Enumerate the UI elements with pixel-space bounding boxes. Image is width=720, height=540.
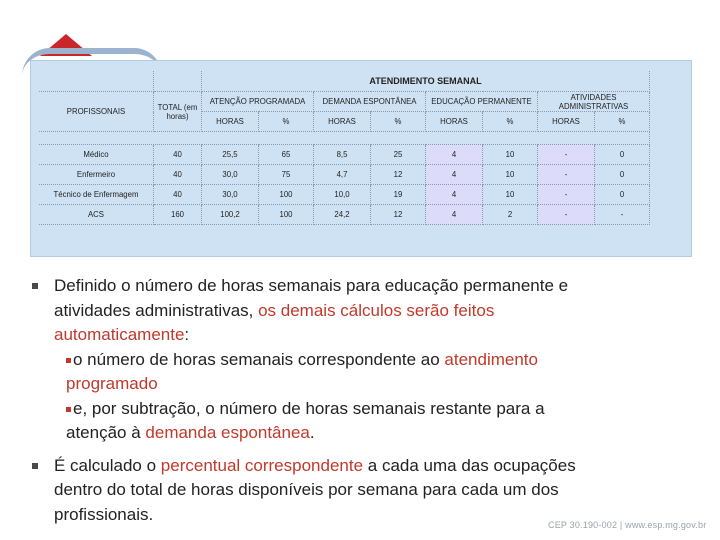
header-demanda: DEMANDA ESPONTÂNEA	[314, 92, 426, 112]
cell: 40	[154, 185, 202, 205]
cell: 4	[426, 145, 483, 165]
bullet-text: dentro do total de horas disponíveis por semana para cada um dos	[54, 480, 559, 499]
cell: 8,5	[314, 145, 371, 165]
cell: 25,5	[202, 145, 259, 165]
cell: 30,0	[202, 165, 259, 185]
bullet-text: atenção à	[66, 423, 146, 442]
highlight-text: demanda espontânea	[145, 423, 310, 442]
cell: 75	[259, 165, 314, 185]
subheader: HORAS	[426, 112, 483, 132]
cell: 10,0	[314, 185, 371, 205]
subheader: HORAS	[314, 112, 371, 132]
header-atividades: ATIVIDADES ADMINISTRATIVAS	[538, 92, 650, 112]
cell: 12	[371, 165, 426, 185]
sub-bullet-item	[54, 348, 692, 397]
bullet-text: a cada uma das ocupações	[363, 455, 576, 475]
cell: 4,7	[314, 165, 371, 185]
cell: 19	[371, 185, 426, 205]
weekly-attendance-table	[39, 71, 650, 225]
bullet-text: .	[309, 423, 315, 442]
subheader: %	[371, 112, 426, 132]
bullet-item	[32, 274, 692, 446]
bullet-text: Definido o número de horas semanais para educação permanente e	[54, 276, 569, 295]
bullet-text: profissionais.	[54, 504, 154, 524]
cell: 40	[154, 145, 202, 165]
cell: 10	[483, 165, 538, 185]
highlight-text: percentual correspondente	[160, 455, 364, 475]
header-educacao: EDUCAÇÃO PERMANENTE	[426, 92, 538, 112]
cell: Médico	[39, 145, 154, 165]
bullet-text: e, por subtração, o número de horas semanais restante para a	[73, 398, 545, 418]
footer-watermark: CEP 30.190-002 | www.esp.mg.gov.br	[548, 520, 707, 530]
table-title: ATENDIMENTO SEMANAL	[202, 71, 650, 92]
cell: 160	[154, 205, 202, 225]
square-bullet-icon	[66, 358, 71, 363]
cell: 4	[426, 205, 483, 225]
cell: 24,2	[314, 205, 371, 225]
cell: 65	[259, 145, 314, 165]
highlight-text: programado	[66, 374, 158, 393]
cell: 30,0	[202, 185, 259, 205]
cell: 0	[595, 145, 650, 165]
header-profissionais: PROFISSONAIS	[39, 92, 154, 132]
subheader: %	[595, 112, 650, 132]
highlight-text: automaticamente	[54, 325, 185, 344]
subheader: %	[259, 112, 314, 132]
cell: Técnico de Enfermagem	[39, 185, 154, 205]
cell: 10	[483, 145, 538, 165]
cell: -	[538, 165, 595, 185]
bullet-item	[32, 454, 692, 528]
cell: 12	[371, 205, 426, 225]
square-bullet-icon	[32, 283, 38, 289]
cell: 100,2	[202, 205, 259, 225]
subheader: HORAS	[538, 112, 595, 132]
sub-bullet-item	[54, 397, 692, 446]
cell: ACS	[39, 205, 154, 225]
cell: -	[538, 185, 595, 205]
subheader: HORAS	[202, 112, 259, 132]
cell: 100	[259, 185, 314, 205]
header-total: TOTAL (em horas)	[154, 92, 202, 132]
cell: 10	[483, 185, 538, 205]
square-bullet-icon	[66, 407, 71, 412]
cell: -	[538, 205, 595, 225]
table-row	[39, 165, 650, 185]
highlight-text: atendimento	[444, 349, 538, 369]
schedule-table-panel	[30, 60, 692, 257]
cell: 100	[259, 205, 314, 225]
header-atencao: ATENÇÃO PROGRAMADA	[202, 92, 314, 112]
bullet-text: É calculado o	[54, 455, 161, 475]
subheader: %	[483, 112, 538, 132]
cell: Enfermeiro	[39, 165, 154, 185]
table-row	[39, 205, 650, 225]
cell: 0	[595, 185, 650, 205]
cell: 40	[154, 165, 202, 185]
table-row	[39, 145, 650, 165]
bullet-list	[32, 274, 692, 527]
bullet-text: atividades administrativas,	[54, 300, 259, 320]
bullet-text: :	[184, 325, 190, 344]
cell: 0	[595, 165, 650, 185]
cell: 25	[371, 145, 426, 165]
cell: 4	[426, 165, 483, 185]
cell: 2	[483, 205, 538, 225]
square-bullet-icon	[32, 463, 38, 469]
cell: -	[538, 145, 595, 165]
highlight-text: os demais cálculos serão feitos	[258, 300, 495, 320]
table-row	[39, 185, 650, 205]
cell: -	[595, 205, 650, 225]
cell: 4	[426, 185, 483, 205]
bullet-text: o número de horas semanais correspondente ao	[73, 349, 445, 369]
